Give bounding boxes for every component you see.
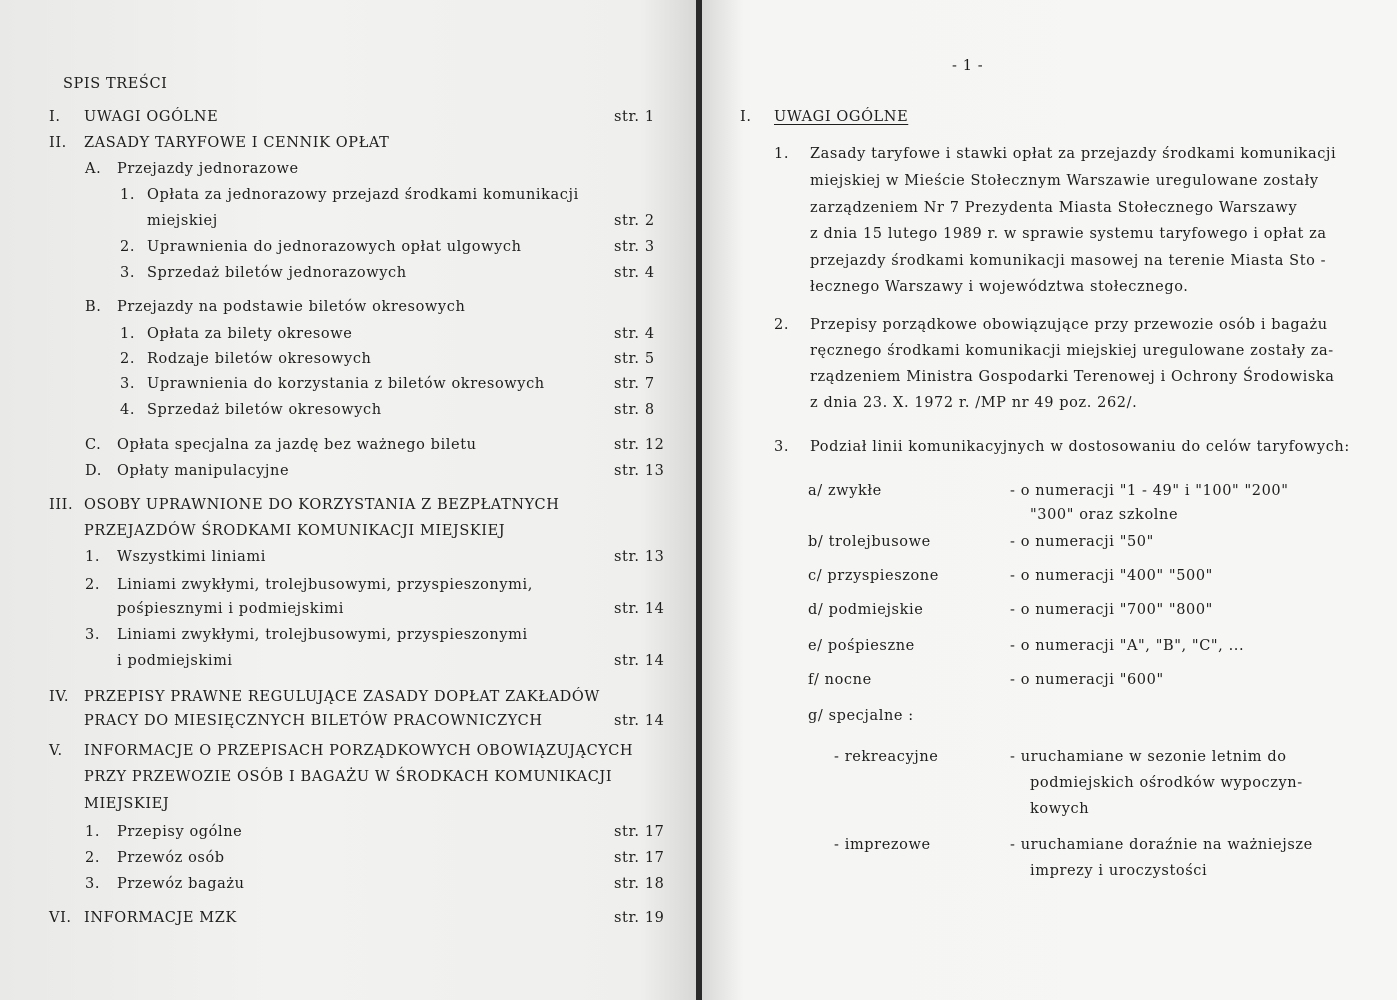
toc-entry-text: PRZY PRZEWOZIE OSÓB I BAGAŻU W ŚRODKACH KOMUNIKACJI xyxy=(84,769,613,785)
toc-entry-number: 4. xyxy=(120,402,136,418)
toc-entry-page: str. 14 xyxy=(614,653,665,669)
toc-entry-number: 1. xyxy=(85,824,101,840)
toc-entry-number: 3. xyxy=(85,627,101,643)
toc-entry-number: B. xyxy=(85,299,102,315)
toc-entry-text: Sprzedaż biletów okresowych xyxy=(147,402,382,418)
toc-entry-page: str. 4 xyxy=(614,326,655,342)
toc-entry-number: 2. xyxy=(120,351,136,367)
line-type-description: imprezy i uroczystości xyxy=(1030,863,1208,879)
toc-entry-page: str. 5 xyxy=(614,351,655,367)
toc-entry-text: PRACY DO MIESIĘCZNYCH BILETÓW PRACOWNICZYCH xyxy=(84,713,543,729)
toc-entry-page: str. 17 xyxy=(614,824,665,840)
paragraph-line: Zasady taryfowe i stawki opłat za przejazdy środkami komunikacji xyxy=(810,146,1337,162)
toc-entry-text: INFORMACJE O PRZEPISACH PORZĄDKOWYCH OBOWIĄZUJĄCYCH xyxy=(84,743,634,759)
toc-entry-page: str. 3 xyxy=(614,239,655,255)
toc-entry-page: str. 13 xyxy=(614,549,665,565)
line-type-description: - uruchamiane doraźnie na ważniejsze xyxy=(1010,837,1313,853)
paragraph-number: 2. xyxy=(774,317,790,333)
toc-entry-text: UWAGI OGÓLNE xyxy=(84,109,219,125)
line-type-label: c/ przyspieszone xyxy=(808,568,939,584)
toc-entry-number: 2. xyxy=(85,850,101,866)
toc-entry-page: str. 14 xyxy=(614,601,665,617)
toc-entry-number: 2. xyxy=(120,239,136,255)
paragraph-number: 1. xyxy=(774,146,790,162)
toc-entry-page: str. 18 xyxy=(614,876,665,892)
toc-entry-page: str. 19 xyxy=(614,910,665,926)
left-page-table-of-contents xyxy=(0,0,696,1000)
paragraph-line: miejskiej w Mieście Stołecznym Warszawie uregulowane zostały xyxy=(810,173,1319,189)
section-title: UWAGI OGÓLNE xyxy=(774,109,909,125)
toc-entry-text: INFORMACJE MZK xyxy=(84,910,237,926)
toc-entry-page: str. 14 xyxy=(614,713,665,729)
line-type-label: d/ podmiejskie xyxy=(808,602,924,618)
toc-entry-page: str. 1 xyxy=(614,109,655,125)
paragraph-line: Podział linii komunikacyjnych w dostosowaniu do celów taryfowych: xyxy=(810,439,1350,455)
section-number: I. xyxy=(740,109,752,125)
line-type-description: - uruchamiane w sezonie letnim do xyxy=(1010,749,1287,765)
paragraph-line: Przepisy porządkowe obowiązujące przy przewozie osób i bagażu xyxy=(810,317,1328,333)
line-type-label: g/ specjalne : xyxy=(808,708,914,724)
toc-entry-number: A. xyxy=(85,161,102,177)
right-page-content xyxy=(702,0,1397,1000)
toc-entry-text: Przewóz osób xyxy=(117,850,225,866)
toc-entry-text: Wszystkimi liniami xyxy=(117,549,266,565)
toc-entry-text: PRZEJAZDÓW ŚRODKAMI KOMUNIKACJI MIEJSKIEJ xyxy=(84,523,506,539)
toc-entry-text: Uprawnienia do korzystania z biletów okresowych xyxy=(147,376,545,392)
toc-entry-text: Liniami zwykłymi, trolejbusowymi, przyspieszonymi xyxy=(117,627,528,643)
toc-entry-number: 3. xyxy=(120,376,136,392)
toc-title: SPIS TREŚCI xyxy=(63,76,168,92)
toc-entry-number: V. xyxy=(49,743,63,759)
page-number: - 1 - xyxy=(952,58,984,74)
toc-entry-number: I. xyxy=(49,109,61,125)
line-type-label: e/ pośpieszne xyxy=(808,638,915,654)
toc-entry-number: D. xyxy=(85,463,102,479)
toc-entry-text: PRZEPISY PRAWNE REGULUJĄCE ZASADY DOPŁAT ZAKŁADÓW xyxy=(84,689,600,705)
line-type-label: - imprezowe xyxy=(834,837,931,853)
toc-entry-page: str. 2 xyxy=(614,213,655,229)
line-type-label: f/ nocne xyxy=(808,672,872,688)
toc-entry-page: str. 17 xyxy=(614,850,665,866)
line-type-label: - rekreacyjne xyxy=(834,749,939,765)
toc-entry-text: pośpiesznymi i podmiejskimi xyxy=(117,601,345,617)
paragraph-line: rządzeniem Ministra Gospodarki Terenowej i Ochrony Środowiska xyxy=(810,369,1335,385)
toc-entry-number: 1. xyxy=(120,326,136,342)
line-type-description: - o numeracji "A", "B", "C", ... xyxy=(1010,638,1245,654)
paragraph-line: z dnia 15 lutego 1989 r. w sprawie systemu taryfowego i opłat za xyxy=(810,226,1327,242)
toc-entry-text: OSOBY UPRAWNIONE DO KORZYSTANIA Z BEZPŁATNYCH xyxy=(84,497,560,513)
toc-entry-text: Opłaty manipulacyjne xyxy=(117,463,290,479)
toc-entry-number: 3. xyxy=(85,876,101,892)
line-type-description: "300" oraz szkolne xyxy=(1030,507,1179,523)
toc-entry-text: Uprawnienia do jednorazowych opłat ulgowych xyxy=(147,239,522,255)
toc-entry-number: C. xyxy=(85,437,102,453)
toc-entry-page: str. 7 xyxy=(614,376,655,392)
toc-entry-text: Przejazdy na podstawie biletów okresowych xyxy=(117,299,466,315)
line-type-description: - o numeracji "1 - 49" i "100" "200" xyxy=(1010,483,1289,499)
toc-entry-text: Opłata za bilety okresowe xyxy=(147,326,353,342)
line-type-description: - o numeracji "50" xyxy=(1010,534,1154,550)
paragraph-line: ręcznego środkami komunikacji miejskiej uregulowane zostały za- xyxy=(810,343,1334,359)
toc-entry-text: Liniami zwykłymi, trolejbusowymi, przyspieszonymi, xyxy=(117,577,533,593)
toc-entry-text: Sprzedaż biletów jednorazowych xyxy=(147,265,407,281)
toc-entry-number: II. xyxy=(49,135,67,151)
toc-entry-page: str. 8 xyxy=(614,402,655,418)
toc-entry-number: IV. xyxy=(49,689,70,705)
line-type-label: b/ trolejbusowe xyxy=(808,534,931,550)
paragraph-number: 3. xyxy=(774,439,790,455)
toc-entry-number: III. xyxy=(49,497,74,513)
line-type-description: - o numeracji "600" xyxy=(1010,672,1164,688)
toc-entry-text: Opłata specjalna za jazdę bez ważnego biletu xyxy=(117,437,477,453)
toc-entry-number: 3. xyxy=(120,265,136,281)
line-type-description: podmiejskich ośrodków wypoczyn- xyxy=(1030,775,1303,791)
paragraph-line: z dnia 23. X. 1972 r. /MP nr 49 poz. 262/. xyxy=(810,395,1138,411)
toc-entry-text: Rodzaje biletów okresowych xyxy=(147,351,372,367)
toc-entry-page: str. 13 xyxy=(614,463,665,479)
toc-entry-text: Przewóz bagażu xyxy=(117,876,245,892)
toc-entry-page: str. 12 xyxy=(614,437,665,453)
paragraph-line: łecznego Warszawy i województwa stołecznego. xyxy=(810,279,1189,295)
toc-entry-number: 1. xyxy=(120,187,136,203)
line-type-description: kowych xyxy=(1030,801,1090,817)
toc-entry-number: 1. xyxy=(85,549,101,565)
toc-entry-text: Przepisy ogólne xyxy=(117,824,243,840)
line-type-description: - o numeracji "700" "800" xyxy=(1010,602,1213,618)
toc-entry-number: 2. xyxy=(85,577,101,593)
toc-entry-page: str. 4 xyxy=(614,265,655,281)
line-type-label: a/ zwykłe xyxy=(808,483,882,499)
line-type-description: - o numeracji "400" "500" xyxy=(1010,568,1213,584)
paragraph-line: zarządzeniem Nr 7 Prezydenta Miasta Stołecznego Warszawy xyxy=(810,200,1298,216)
toc-entry-text: MIEJSKIEJ xyxy=(84,796,170,812)
paragraph-line: przejazdy środkami komunikacji masowej na terenie Miasta Sto - xyxy=(810,253,1327,269)
toc-entry-text: Przejazdy jednorazowe xyxy=(117,161,299,177)
toc-entry-text: miejskiej xyxy=(147,213,218,229)
toc-entry-text: i podmiejskimi xyxy=(117,653,233,669)
toc-entry-text: Opłata za jednorazowy przejazd środkami komunikacji xyxy=(147,187,579,203)
toc-entry-number: VI. xyxy=(49,910,72,926)
toc-entry-text: ZASADY TARYFOWE I CENNIK OPŁAT xyxy=(84,135,390,151)
